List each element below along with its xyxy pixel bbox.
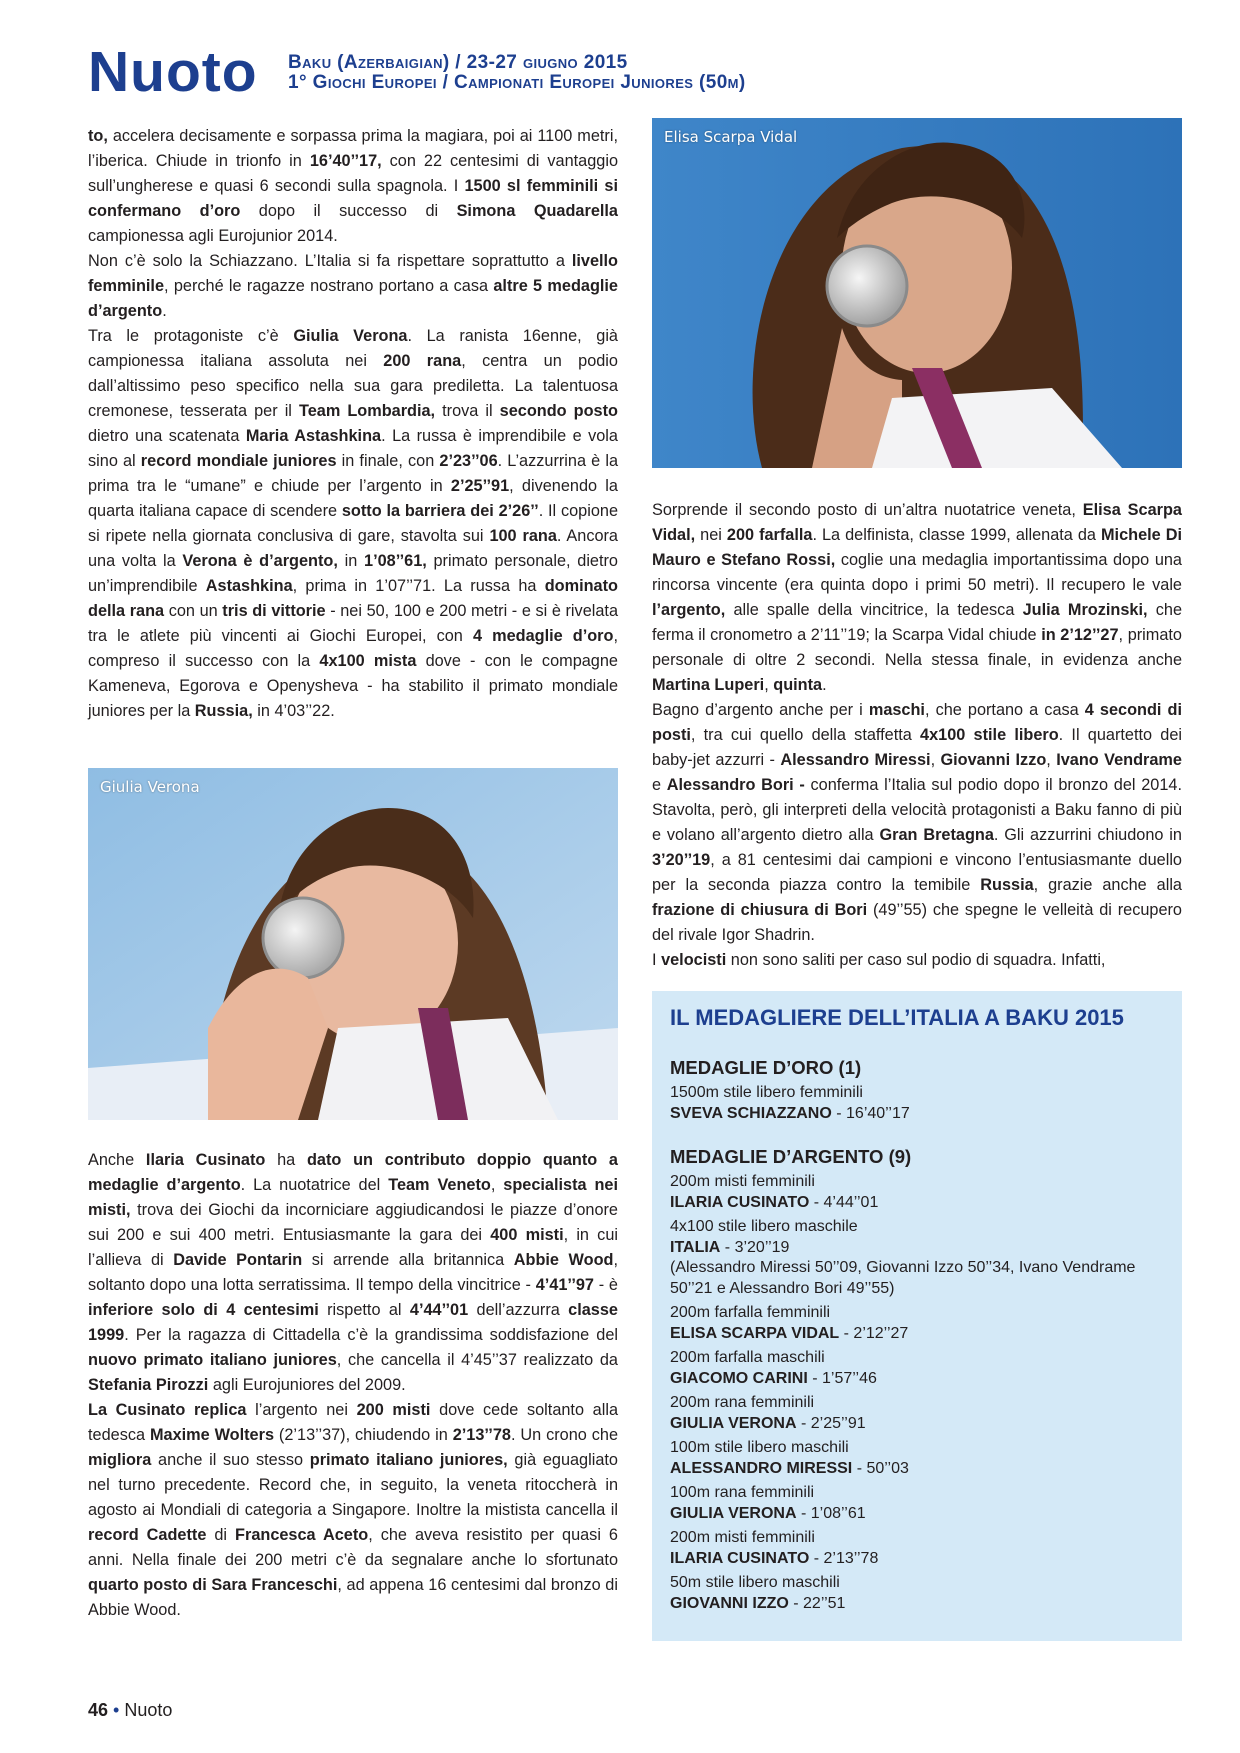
medal-time: - 1’08’’61: [796, 1504, 866, 1522]
event-name: 1° Giochi Europei / Campionati Europei Juniores (50m): [288, 72, 746, 93]
gold-medal-list: [670, 1083, 1170, 1124]
bold-text: l’argento,: [652, 601, 726, 619]
text-run: l’argento nei: [246, 1401, 357, 1419]
text-run: . Il copione si ripete nella giornata conclusiva di gare, stavolta sui: [88, 502, 618, 545]
photo-giulia-verona: [88, 768, 618, 1120]
medal-event: 100m rana femminili: [670, 1484, 815, 1501]
medal-table-box: [652, 991, 1182, 1641]
medal-event: 100m stile libero maschili: [670, 1439, 849, 1456]
bold-text: Giulia Verona: [293, 327, 408, 345]
medal-entry: [670, 1348, 1170, 1389]
page-header: [88, 40, 1188, 104]
text-run: , che cancella il 4’45’’37 realizzato da: [336, 1351, 618, 1369]
medal-table-body: [670, 1057, 1170, 1614]
text-run: . Ancora una volta la: [88, 527, 618, 570]
bold-text: sotto la barriera dei 2’26’’: [341, 502, 539, 520]
text-run: . Gli azzurrini chiudono in: [993, 826, 1182, 844]
medal-time: - 22’’51: [788, 1594, 846, 1612]
text-run: dell’azzurra: [468, 1301, 569, 1319]
bold-text: 400 misti: [490, 1226, 564, 1244]
text-run: alle spalle della vincitrice, la tedesca: [725, 601, 1023, 619]
article-paragraph: [652, 948, 1182, 973]
bold-text: 4 secondi di posti: [652, 701, 1182, 744]
text-run: , a 81 centesimi dai campioni e vincono l’entusiasmante duello per la seconda piazza contro la temibile: [652, 851, 1182, 894]
medal-entry: [670, 1172, 1170, 1213]
medal-time: - 2’25’’91: [796, 1414, 866, 1432]
bold-text: 16’40’’17,: [309, 152, 382, 170]
text-run: dietro una scatenata: [88, 427, 246, 445]
article-paragraph: [88, 324, 618, 724]
medal-time: - 2’12’’27: [839, 1324, 909, 1342]
bold-text: maschi: [868, 701, 925, 719]
bold-text: 2’23’’06: [439, 452, 498, 470]
medal-entry: [670, 1217, 1170, 1299]
text-run: Tra le protagoniste c’è: [88, 327, 294, 345]
bold-text: livello femminile: [88, 252, 618, 295]
bold-text: Team Veneto: [388, 1176, 491, 1194]
text-run: ,: [1046, 751, 1057, 769]
bold-text: 4’44’’01: [409, 1301, 469, 1319]
bold-text: record Cadette: [88, 1526, 207, 1544]
text-run: ,: [930, 751, 941, 769]
article-paragraph: [652, 698, 1182, 948]
text-run: , soltanto dopo una lotta serratissima. Il tempo della vincitrice -: [88, 1251, 618, 1294]
text-run: , tra cui quello della staffetta: [690, 726, 921, 744]
bold-text: to,: [88, 127, 108, 145]
text-run: . Per la ragazza di Cittadella c’è la grandissima soddisfazione del: [124, 1326, 618, 1344]
medal-athlete-line: [670, 1104, 1170, 1125]
medal-note: (Alessandro Miressi 50’’09, Giovanni Izzo 50’’34, Ivano Vendrame 50’’21 e Alessandro Bori 49’’55): [670, 1259, 1136, 1297]
bold-text: velocisti: [661, 951, 727, 969]
medal-athlete-line: [670, 1414, 1170, 1435]
text-run: dove cede soltanto alla tedesca: [88, 1401, 618, 1444]
text-run: ha: [265, 1151, 307, 1169]
bold-text: frazione di chiusura di Bori: [652, 901, 868, 919]
footer-section: Nuoto: [124, 1700, 173, 1720]
text-run: , che portano a casa: [924, 701, 1085, 719]
medal-athlete: GIOVANNI IZZO: [670, 1594, 789, 1612]
photo-caption: Elisa Scarpa Vidal: [664, 128, 798, 146]
text-run: si arrende alla britannica: [302, 1251, 514, 1269]
text-run: ,: [764, 676, 774, 694]
text-run: , centra un podio dall’altissimo peso specifico nella sua gara prediletta. La talentuosa cremonese, tesserata per il: [88, 352, 618, 420]
medal-athlete-line: [670, 1459, 1170, 1480]
bold-text: Alessandro Bori -: [666, 776, 805, 794]
medal-athlete-line: [670, 1504, 1170, 1525]
text-run: primato personale, dietro un’imprendibile: [88, 552, 618, 595]
bold-text: 4 medaglie d’oro: [472, 627, 614, 645]
bold-text: Team Lombardia,: [298, 402, 436, 420]
photo-elisa-scarpa-vidal: [652, 118, 1182, 468]
bold-text: Ivano Vendrame: [1056, 751, 1182, 769]
medal-athlete-line: [670, 1549, 1170, 1570]
article-paragraph: [88, 124, 618, 249]
footer-bullet: •: [113, 1700, 120, 1720]
text-run: non sono saliti per caso sul podio di squadra. Infatti,: [726, 951, 1106, 969]
text-run: di: [206, 1526, 236, 1544]
bold-text: 4x100 stile libero: [920, 726, 1059, 744]
text-run: con un: [164, 602, 223, 620]
bold-text: tris di vittorie: [222, 602, 326, 620]
bold-text: Russia,: [194, 702, 253, 720]
bold-text: Ilaria Cusinato: [145, 1151, 266, 1169]
text-run: Bagno d’argento anche per i: [652, 701, 869, 719]
bold-text: Stefania Pirozzi: [88, 1376, 209, 1394]
bold-text: primato italiano juniores,: [309, 1451, 508, 1469]
bold-text: 4’41’’97: [535, 1276, 594, 1294]
medal-athlete: GIACOMO CARINI: [670, 1369, 808, 1387]
bold-text: Maxime Wolters: [149, 1426, 275, 1444]
bold-text: Francesca Aceto: [235, 1526, 369, 1544]
bold-text: migliora: [88, 1451, 152, 1469]
page-footer: [88, 1700, 172, 1721]
text-run: che ferma il cronometro a 2’11’’19; la Scarpa Vidal chiude: [652, 601, 1182, 644]
article-paragraph: [88, 1148, 618, 1398]
text-run: Non c’è solo la Schiazzano. L’Italia si fa rispettare soprattutto a: [88, 252, 572, 270]
text-run: .: [822, 676, 827, 694]
gold-medals-heading: MEDAGLIE D’ORO (1): [670, 1057, 862, 1078]
bold-text: 200 misti: [356, 1401, 431, 1419]
bold-text: 2’25’’91: [450, 477, 510, 495]
medal-entry: [670, 1528, 1170, 1569]
medal-athlete-line: [670, 1594, 1170, 1615]
medal-athlete-line: [670, 1238, 1170, 1259]
text-run: - è: [593, 1276, 618, 1294]
bold-text: 1’08’’61,: [364, 552, 427, 570]
text-run: (2’13’’37), chiudendo in: [274, 1426, 453, 1444]
text-run: e: [652, 776, 667, 794]
text-run: Sorprende il secondo posto di un’altra nuotatrice veneta,: [652, 501, 1083, 519]
text-run: in finale, con: [336, 452, 440, 470]
text-run: . La ranista 16enne, già campionessa italiana assoluta nei: [88, 327, 618, 370]
bold-text: Alessandro Miressi: [780, 751, 931, 769]
text-run: , compreso il successo con la: [88, 627, 618, 670]
bold-text: altre 5 medaglie d’argento: [88, 277, 618, 320]
bold-text: Giovanni Izzo: [940, 751, 1047, 769]
bold-text: La Cusinato replica: [88, 1401, 247, 1419]
bold-text: Gran Bretagna: [879, 826, 994, 844]
text-run: Anche: [88, 1151, 146, 1169]
medal-athlete: ELISA SCARPA VIDAL: [670, 1324, 840, 1342]
bold-text: in 2’12’’27: [1041, 626, 1119, 644]
medal-event: 200m misti femminili: [670, 1173, 815, 1190]
silver-medals-heading: MEDAGLIE D’ARGENTO (9): [670, 1146, 912, 1167]
text-run: , grazie anche alla: [1033, 876, 1182, 894]
bold-text: Maria Astashkina: [245, 427, 382, 445]
text-run: . La nuotatrice del: [240, 1176, 389, 1194]
medal-entry: [670, 1303, 1170, 1344]
text-run: conferma l’Italia sul podio dopo il bronzo del 2014. Stavolta, però, gli interpreti della velocità protagonisti a Baku fanno di più e volano all’argento dietro alla: [652, 776, 1182, 844]
article-paragraph: [88, 249, 618, 324]
medal-athlete: ALESSANDRO MIRESSI: [670, 1459, 853, 1477]
text-run: .: [162, 302, 167, 320]
photo-elisa-scarpa-vidal-image: [652, 118, 1182, 468]
medal-athlete: ILARIA CUSINATO: [670, 1549, 810, 1567]
article-column-right: [652, 498, 1182, 973]
bold-text: 200 farfalla: [726, 526, 813, 544]
text-run: . Il quartetto dei baby-jet azzurri -: [652, 726, 1182, 769]
medal-time: - 4’44’’01: [809, 1193, 879, 1211]
medal-time: - 50’’03: [852, 1459, 909, 1477]
bold-text: specialista nei misti,: [88, 1176, 618, 1219]
bold-text: Abbie Wood: [513, 1251, 614, 1269]
text-run: , che aveva resistito per quasi 6 anni. Nella finale dei 200 metri c’è da segnalare anche lo sfortunato: [88, 1526, 618, 1569]
medal-athlete-line: [670, 1193, 1170, 1214]
text-run: rispetto al: [318, 1301, 410, 1319]
bold-text: Davide Pontarin: [173, 1251, 303, 1269]
text-run: nei: [695, 526, 727, 544]
text-run: . La russa è imprendibile e vola sino al: [88, 427, 618, 470]
photo-giulia-verona-image: [88, 768, 618, 1120]
medal-athlete: ILARIA CUSINATO: [670, 1193, 810, 1211]
medal-entry: [670, 1573, 1170, 1614]
text-run: , ad appena 16 centesimi dal bronzo di Abbie Wood.: [88, 1576, 618, 1619]
medal-entry: [670, 1393, 1170, 1434]
medal-entry: [670, 1483, 1170, 1524]
text-run: campionessa agli Eurojunior 2014.: [88, 227, 338, 245]
event-location-date: Baku (Azerbaigian) / 23-27 giugno 2015: [288, 52, 628, 73]
bold-text: quinta: [773, 676, 823, 694]
medal-time: - 3’20’’19: [720, 1238, 790, 1256]
medal-event: 200m farfalla femminili: [670, 1304, 831, 1321]
text-run: . L’azzurrina è la prima tra le “umane” e chiude per l’argento in: [88, 452, 618, 495]
text-run: dopo il successo di: [240, 202, 457, 220]
medal-event: 4x100 stile libero maschile: [670, 1218, 858, 1235]
text-run: dove - con le compagne Kameneva, Egorova e Openysheva - ha stabilito il primato mondiale juniores per la: [88, 652, 618, 720]
bold-text: Simona Quadarella: [456, 202, 618, 220]
bold-text: 100 rana: [489, 527, 557, 545]
section-title: Nuoto: [88, 40, 258, 104]
text-run: , divenendo la quarta italiana capace di scendere: [88, 477, 618, 520]
silver-medal-list: [670, 1172, 1170, 1614]
text-run: . La delfinista, classe 1999, allenata da: [812, 526, 1101, 544]
medal-time: - 1’57’’46: [807, 1369, 877, 1387]
bold-text: 200 rana: [383, 352, 462, 370]
bold-text: classe 1999: [88, 1301, 618, 1344]
text-run: , in cui l’allieva di: [88, 1226, 618, 1269]
text-run: con 22 centesimi di vantaggio sull’ungherese e quasi 6 secondi sulla spagnola. I: [88, 152, 619, 195]
text-run: - nei 50, 100 e 200 metri - e si è rivelata tra le atlete più vincenti ai Giochi Europei, con: [88, 602, 618, 645]
medal-athlete-line: [670, 1324, 1170, 1345]
text-run: coglie una medaglia importantissima dopo una rincorsa vincente (era quinta dopo i primi 50 metri). Il recupero le vale: [652, 551, 1182, 594]
bold-text: dato un contributo doppio quanto a medaglie d’argento: [88, 1151, 618, 1194]
text-run: , perché le ragazze nostrano portano a casa: [164, 277, 494, 295]
bold-text: secondo posto: [499, 402, 618, 420]
text-run: I: [652, 951, 662, 969]
bold-text: dominato della rana: [88, 577, 618, 620]
bold-text: record mondiale juniores: [140, 452, 337, 470]
bold-text: Astashkina: [205, 577, 293, 595]
text-run: . Un crono che: [510, 1426, 618, 1444]
medal-entry: [670, 1438, 1170, 1479]
article-column-left-top: [88, 124, 618, 724]
bold-text: Elisa Scarpa Vidal,: [652, 501, 1182, 544]
text-run: agli Eurojuniores del 2009.: [208, 1376, 406, 1394]
bold-text: Verona è d’argento,: [182, 552, 338, 570]
text-run: anche il suo stesso: [151, 1451, 310, 1469]
bold-text: nuovo primato italiano juniores: [88, 1351, 337, 1369]
medal-event: 1500m stile libero femminili: [670, 1084, 863, 1101]
bold-text: 1500 sl femminili si confermano d’oro: [88, 177, 618, 220]
medal-athlete: GIULIA VERONA: [670, 1414, 797, 1432]
text-run: già eguagliato nel turno precedente. Record che, in seguito, la veneta ritoccherà in agosto ai Mondiali di categoria a Singapore. Inoltre la mistista cancella il: [88, 1451, 618, 1519]
bold-text: 4x100 mista: [319, 652, 417, 670]
medal-table-title: IL MEDAGLIERE DELL’ITALIA A BAKU 2015: [670, 1005, 1124, 1030]
medal-entry: [670, 1083, 1170, 1124]
bold-text: Martina Luperi: [652, 676, 765, 694]
medal-event: 200m misti femminili: [670, 1529, 815, 1546]
article-column-left-bottom: [88, 1148, 618, 1623]
text-run: (49’’55) che spegne le velleità di recupero del rivale Igor Shadrin.: [652, 901, 1182, 944]
medal-athlete-line: [670, 1369, 1170, 1390]
bold-text: inferiore solo di 4 centesimi: [88, 1301, 319, 1319]
medal-athlete: SVEVA SCHIAZZANO: [670, 1104, 832, 1122]
text-run: in 4’03’’22.: [252, 702, 335, 720]
bold-text: Michele Di Mauro e Stefano Rossi,: [652, 526, 1182, 569]
page-number: 46: [88, 1700, 109, 1720]
bold-text: Russia: [980, 876, 1034, 894]
bold-text: 3’20’’19: [652, 851, 711, 869]
photo-caption: Giulia Verona: [100, 778, 200, 796]
text-run: trova il: [435, 402, 500, 420]
medal-athlete: ITALIA: [670, 1238, 721, 1256]
medal-time: - 16’40’’17: [831, 1104, 910, 1122]
article-paragraph: [652, 498, 1182, 698]
text-run: accelera decisamente e sorpassa prima la magiara, poi ai 1100 metri, l’iberica. Chiude in trionfo in: [88, 127, 618, 170]
text-run: , primato personale di oltre 2 secondi. Nella stessa finale, in evidenza anche: [652, 626, 1182, 669]
text-run: in: [337, 552, 365, 570]
bold-text: 2’13’’78: [452, 1426, 511, 1444]
text-run: ,: [490, 1176, 504, 1194]
bold-text: Julia Mrozinski,: [1022, 601, 1148, 619]
text-run: trova dei Giochi da incorniciare aggiudicandosi le piazze d’onore sui 200 e sui 400 metri. Entusiasmante la gara dei: [88, 1201, 618, 1244]
bold-text: quarto posto di Sara Franceschi: [88, 1576, 338, 1594]
medal-event: 200m farfalla maschili: [670, 1349, 825, 1366]
medal-event: 50m stile libero maschili: [670, 1574, 840, 1591]
medal-time: - 2’13’’78: [809, 1549, 879, 1567]
text-run: , prima in 1’07’’71. La russa ha: [292, 577, 545, 595]
article-paragraph: [88, 1398, 618, 1623]
medal-athlete: GIULIA VERONA: [670, 1504, 797, 1522]
medal-event: 200m rana femminili: [670, 1394, 815, 1411]
